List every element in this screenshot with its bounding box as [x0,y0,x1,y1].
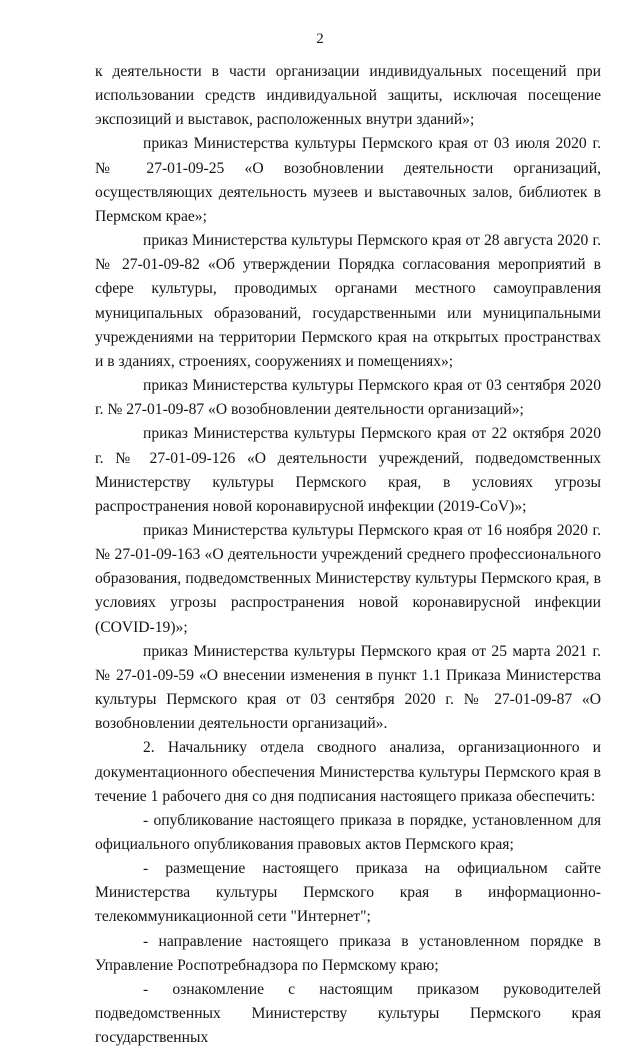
paragraph-item-2: 2. Начальнику отдела сводного анализа, организационного и документационного обеспечения Министерства культуры Пермского края в течение 1 рабочего дня со дня подписания настоящего приказа обеспечить: [95,739,601,805]
paragraph-order-2021-03-25: приказ Министерства культуры Пермского края от 25 марта 2021 г. № 27-01-09-59 «О внесении изменения в пункт 1.1 Приказа Министерства культуры Пермского края от 03 сентября 2020 г. № 27-01-09-87 «О возобновлении деятельности организаций». [95,642,601,733]
page-number: 2 [316,31,324,47]
list-item-familiarization: - ознакомление с настоящим приказом руководителей подведомственных Министерству культуры Пермского края государственных [95,980,601,1047]
list-item-publication: - опубликование настоящего приказа в порядке, установленном для официального опубликования правовых актов Пермского края; [95,811,601,853]
paragraph-continuation: к деятельности в части организации индивидуальных посещений при использовании средств индивидуальной защиты, исключая посещение экспозиций и выставок, расположенных внутри зданий»; [95,63,601,129]
paragraph-order-2020-08-28: приказ Министерства культуры Пермского края от 28 августа 2020 г. № 27-01-09-82 «Об утверждении Порядка согласования мероприятий в сфере культуры, проводимых органами местного самоуправления муниципальных образований, государственными или муниципальными учреждениями на территории Пермского края на открытых пространствах и в зданиях, строениях, сооружениях и помещениях»; [95,232,601,370]
list-item-website: - размещение настоящего приказа на официальном сайте Министерства культуры Пермского края в информационно-телекоммуникационной сети "Интернет"; [95,860,601,926]
paragraph-order-2020-10-22: приказ Министерства культуры Пермского края от 22 октября 2020 г. № 27-01-09-126 «О деятельности учреждений, подведомственных Министерству культуры Пермского края, в условиях угрозы распространения новой коронавирусной инфекции (2019-CoV)»; [95,425,601,515]
list-item-rospotrebnadzor: - направление настоящего приказа в установленном порядке в Управление Роспотребнадзора по Пермскому краю; [95,932,601,974]
paragraph-order-2020-11-16: приказ Министерства культуры Пермского края от 16 ноября 2020 г. № 27-01-09-163 «О деятельности учреждений среднего профессионального образования, подведомственных Министерству культуры Пермского края, в условиях угрозы распространения новой коронавирусной инфекции (COVID-19)»; [95,521,601,636]
paragraph-order-2020-09-03: приказ Министерства культуры Пермского края от 03 сентября 2020 г. № 27-01-09-87 «О возобновлении деятельности организаций»; [95,377,601,419]
document-body [95,60,601,1050]
paragraph-order-2020-07-03: приказ Министерства культуры Пермского края от 03 июля 2020 г. № 27-01-09-25 «О возобновлении деятельности организаций, осуществляющих деятельность музеев и выставочных залов, библиотек в Пермском крае»; [95,135,601,225]
